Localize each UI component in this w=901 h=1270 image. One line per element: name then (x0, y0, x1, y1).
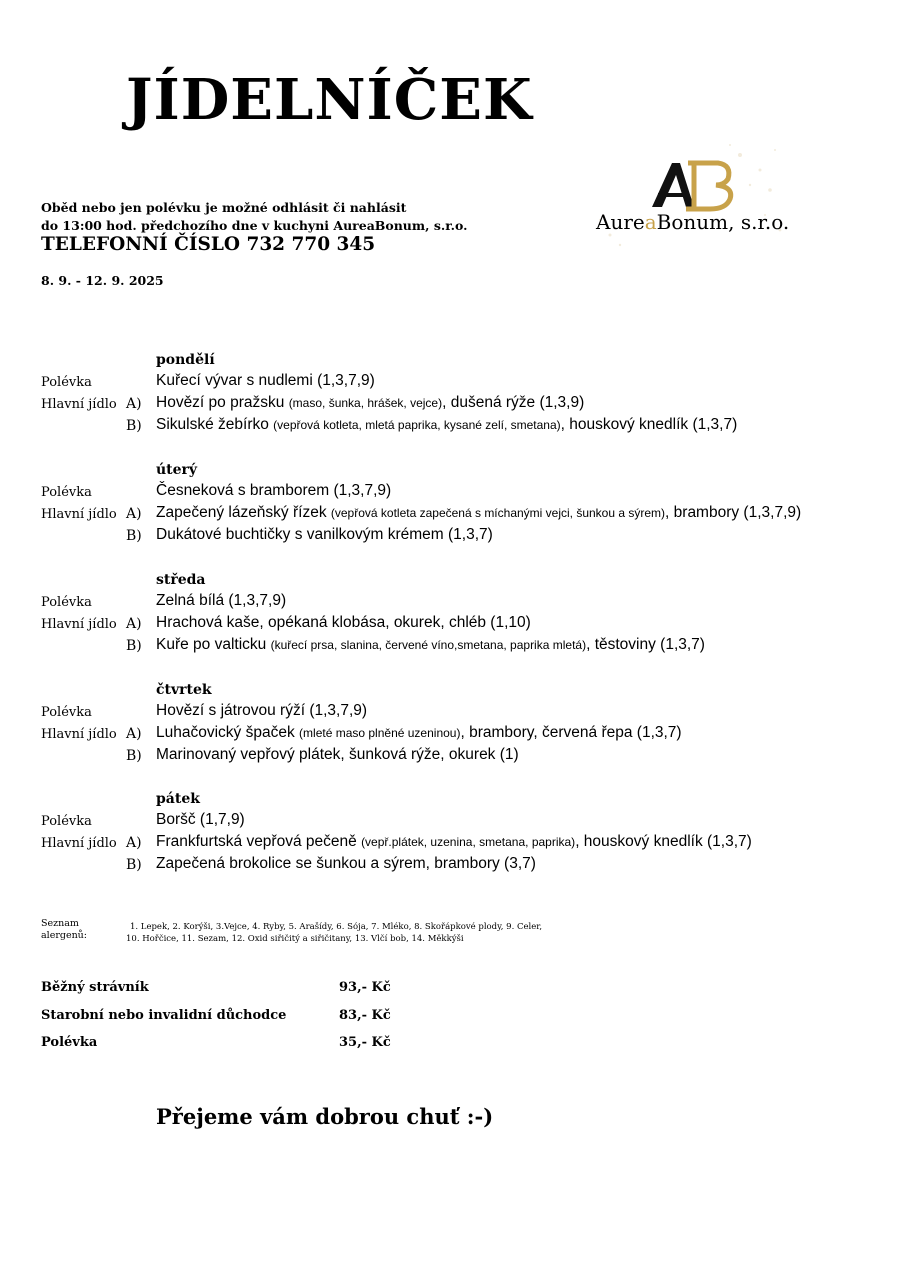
main-a-dish: Hovězí po pražsku (maso, šunka, hrášek, vejce), dušená rýže (1,3,9) (156, 394, 585, 411)
logo-ab-mark (590, 135, 790, 255)
company-logo (590, 135, 790, 255)
notice-line-2: do 13:00 hod. předchozího dne v kuchyni AureaBonum, s.r.o. (41, 218, 468, 233)
soup-dish: Zelná bílá (1,3,7,9) (156, 592, 287, 609)
soup-row: Polévka Česneková s bramborem (1,3,7,9) (41, 482, 392, 500)
day-name: pátek (156, 791, 200, 807)
main-b-row: B) Zapečená brokolice se šunkou a sýrem, brambory (3,7) (126, 855, 536, 873)
main-a-dish: Hrachová kaše, opékaná klobása, okurek, chléb (1,10) (156, 614, 531, 631)
main-a-row: Hlavní jídlo A) Luhačovický špaček (mleté maso plněné uzeninou), brambory, červená řepa (1,3,7) (41, 724, 682, 742)
main-a-dish: Frankfurtská vepřová pečeně (vepř.plátek, uzenina, smetana, paprika), houskový knedlík (1,3,7) (156, 833, 752, 850)
main-b-dish: Zapečená brokolice se šunkou a sýrem, brambory (3,7) (156, 855, 536, 872)
main-a-row: Hlavní jídlo A) Hovězí po pražsku (maso, šunka, hrášek, vejce), dušená rýže (1,3,9) (41, 394, 585, 412)
day-name: úterý (156, 462, 198, 478)
main-b-dish: Marinovaný vepřový plátek, šunková rýže, okurek (1) (156, 746, 519, 763)
day-name: středa (156, 572, 206, 588)
notice-line-1: Oběd nebo jen polévku je možné odhlásit či nahlásit (41, 200, 407, 215)
logo-name: AureaBonum, s.r.o. (596, 210, 790, 234)
allergen-list: 1. Lepek, 2. Korýši, 3.Vejce, 4. Ryby, 5. Arašídy, 6. Sója, 7. Mléko, 8. Skořápkové plody, 9. Celer, 10. Hořčice, 11. Sezam, 12. Oxid siřičitý a siřičitany, 13. Vlčí bob, 14. Měkkýši (126, 922, 543, 944)
soup-dish: Kuřecí vývar s nudlemi (1,3,7,9) (156, 372, 375, 389)
soup-row: Polévka Hovězí s játrovou rýží (1,3,7,9) (41, 702, 368, 720)
soup-row: Polévka Zelná bílá (1,3,7,9) (41, 592, 287, 610)
soup-row: Polévka Boršč (1,7,9) (41, 811, 245, 829)
main-b-dish: Dukátové buchtičky s vanilkovým krémem (1,3,7) (156, 526, 493, 543)
closing-wish: Přejeme vám dobrou chuť :-) (156, 1104, 494, 1129)
main-b-row: B) Dukátové buchtičky s vanilkovým krémem (1,3,7) (126, 526, 493, 544)
main-a-dish: Zapečený lázeňský řízek (vepřová kotleta zapečená s míchanými vejci, šunkou a sýrem), brambory (1,3,7,9) (156, 504, 802, 521)
main-b-dish: Kuře po valticku (kuřecí prsa, slanina, červené víno,smetana, paprika mletá), těstoviny (1,3,7) (156, 636, 705, 653)
main-a-row: Hlavní jídlo A) Frankfurtská vepřová pečeně (vepř.plátek, uzenina, smetana, paprika), houskový knedlík (1,3,7) (41, 833, 752, 851)
order-notice (41, 199, 467, 235)
day-name: čtvrtek (156, 682, 212, 698)
main-a-dish: Luhačovický špaček (mleté maso plněné uzeninou), brambory, červená řepa (1,3,7) (156, 724, 682, 741)
main-b-row: B) Sikulské žebírko (vepřová kotleta, mletá paprika, kysané zelí, smetana), houskový knedlík (1,3,7) (126, 416, 738, 434)
soup-dish: Česneková s bramborem (1,3,7,9) (156, 482, 392, 499)
main-a-row: Hlavní jídlo A) Hrachová kaše, opékaná klobása, okurek, chléb (1,10) (41, 614, 531, 632)
soup-dish: Boršč (1,7,9) (156, 811, 245, 828)
page-title: JÍDELNÍČEK (126, 67, 533, 133)
phone-number: TELEFONNÍ ČÍSLO 732 770 345 (41, 234, 376, 255)
allergen-label: Seznam alergenů: (41, 918, 88, 941)
date-range: 8. 9. - 12. 9. 2025 (41, 273, 164, 288)
soup-row: Polévka Kuřecí vývar s nudlemi (1,3,7,9) (41, 372, 375, 390)
main-b-dish: Sikulské žebírko (vepřová kotleta, mletá paprika, kysané zelí, smetana), houskový knedlík (1,3,7) (156, 416, 738, 433)
soup-dish: Hovězí s játrovou rýží (1,3,7,9) (156, 702, 368, 719)
main-b-row: B) Marinovaný vepřový plátek, šunková rýže, okurek (1) (126, 746, 519, 764)
main-a-row: Hlavní jídlo A) Zapečený lázeňský řízek (vepřová kotleta zapečená s míchanými vejci, šunkou a sýrem), brambory (1,3,7,9) (41, 504, 802, 522)
day-name: pondělí (156, 352, 215, 368)
main-b-row: B) Kuře po valticku (kuřecí prsa, slanina, červené víno,smetana, paprika mletá), těstoviny (1,3,7) (126, 636, 705, 654)
